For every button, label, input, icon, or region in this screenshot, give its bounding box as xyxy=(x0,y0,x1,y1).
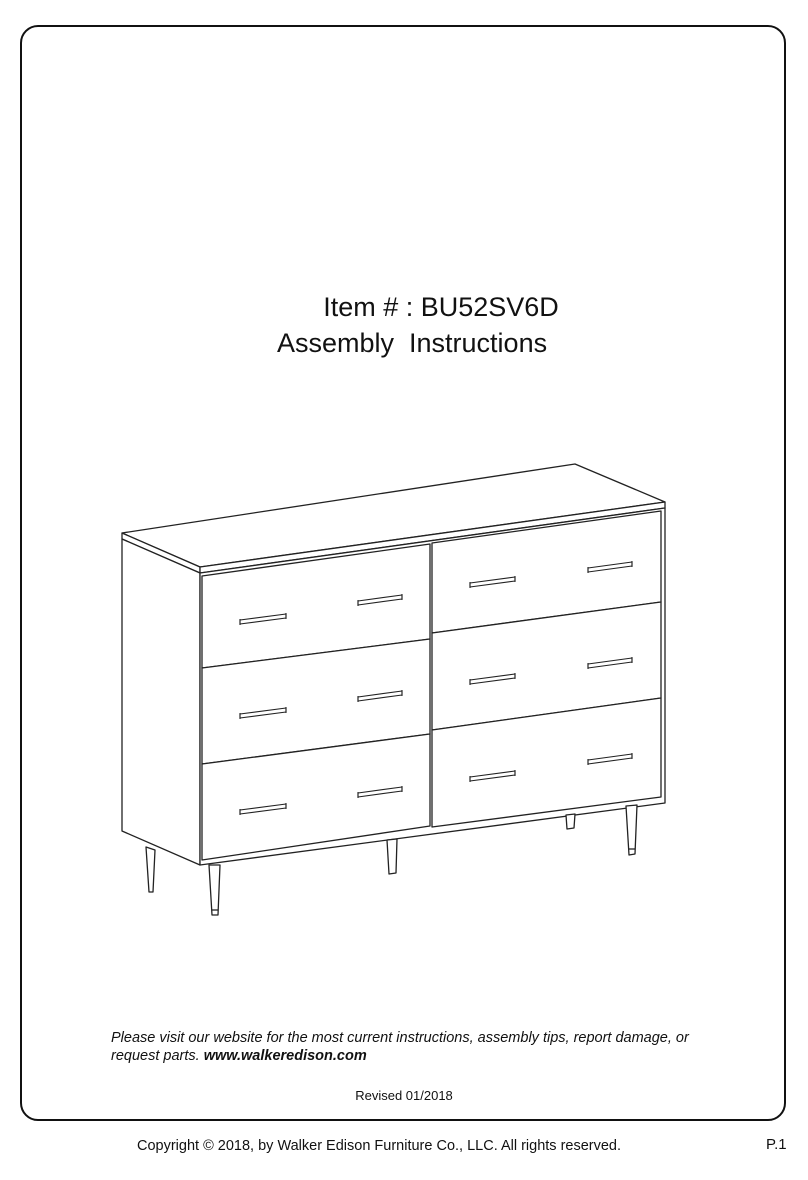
website-note xyxy=(111,1029,711,1065)
page-number: P.1 xyxy=(766,1136,787,1153)
copyright-notice: Copyright © 2018, by Walker Edison Furniture Co., LLC. All rights reserved. xyxy=(137,1138,622,1154)
dresser-leg-front-left xyxy=(209,865,220,915)
dresser-leg-middle xyxy=(387,839,397,874)
dresser-leg-back-left xyxy=(146,847,155,892)
dresser-side-panel xyxy=(122,539,200,865)
note-text: Please visit our website for the most current instructions, assembly tips, report damage, or request parts. xyxy=(111,1030,689,1064)
revision-date: Revised 01/2018 xyxy=(355,1088,453,1103)
dresser-illustration xyxy=(110,455,680,930)
dresser-leg-front-right xyxy=(626,805,637,855)
assembly-instructions-title: Assembly Instructions xyxy=(277,328,548,358)
website-link[interactable]: www.walkeredison.com xyxy=(203,1048,367,1064)
item-number-heading: Item # : BU52SV6D xyxy=(323,292,559,322)
dresser-leg-back-middle xyxy=(566,814,575,829)
